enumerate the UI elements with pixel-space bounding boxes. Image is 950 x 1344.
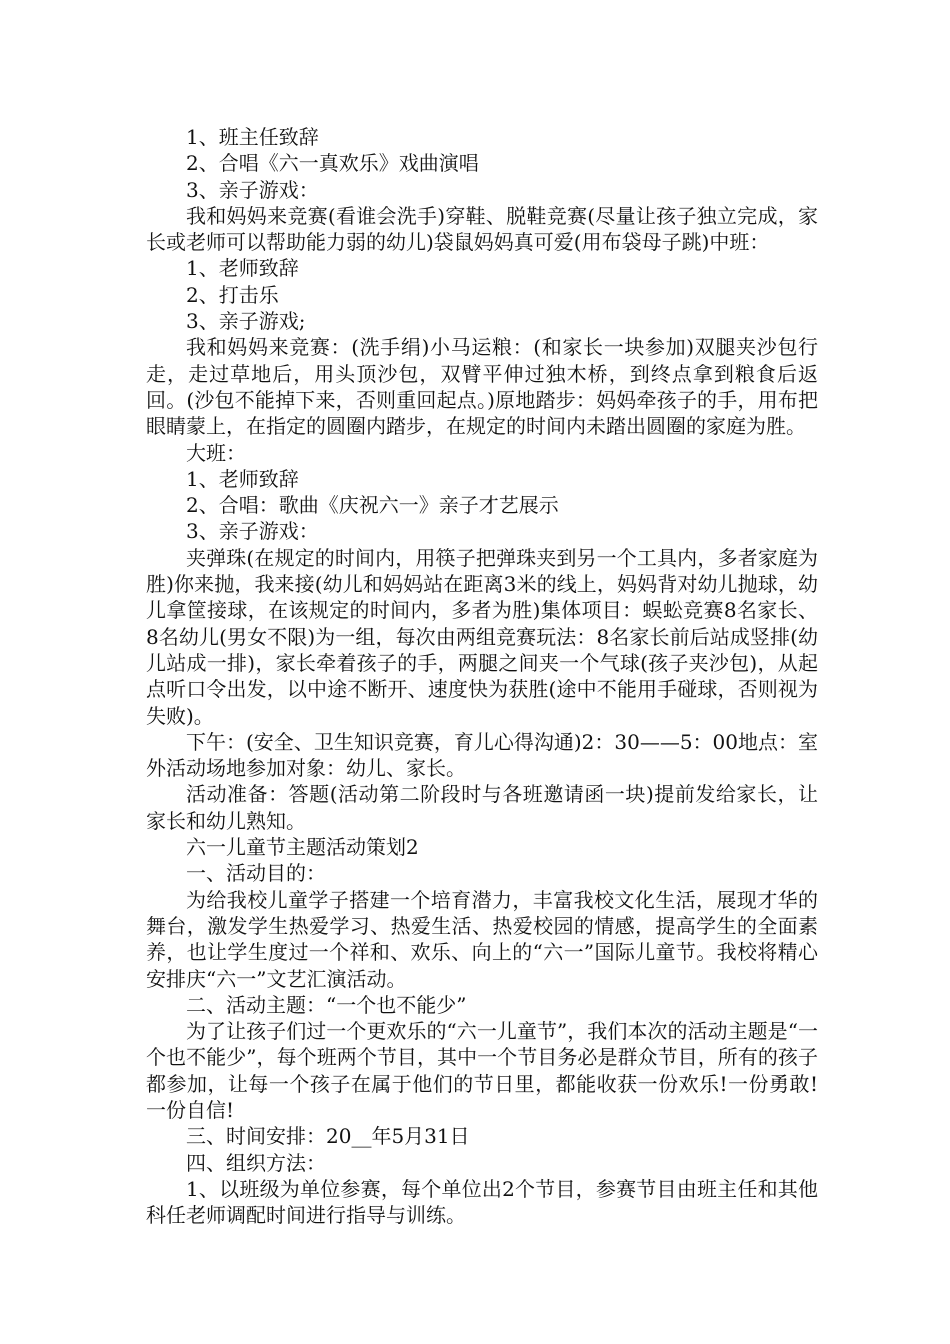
section-title: 六一儿童节主题活动策划2 [186, 835, 419, 860]
paragraph: 大班： [186, 440, 246, 465]
paragraph: 1、老师致辞 [186, 256, 299, 281]
section-heading: 四、组织方法： [186, 1150, 326, 1175]
paragraph: 1、老师致辞 [186, 466, 299, 491]
paragraph: 3、亲子游戏; [186, 309, 306, 334]
paragraph: 2、合唱《六一真欢乐》戏曲演唱 [186, 151, 479, 176]
paragraph: 下午：(安全、卫生知识竞赛，育儿心得沟通)2：30——5：00地点：室外活动场地参加对象：幼儿、家长。 [146, 729, 818, 781]
paragraph: 2、打击乐 [186, 282, 279, 307]
paragraph: 夹弹珠(在规定的时间内，用筷子把弹珠夹到另一个工具内，多者家庭为胜)你来抛，我来接(幼儿和妈妈站在距离3米的线上，妈妈背对幼儿抛球，幼儿拿筐接球，在该规定的时间内，多者为胜)集体项目：蜈蚣竞赛8名家长、8名幼儿(男女不限)为一组，每次由两组竞赛玩法：8名家长前后站成竖排(幼儿站成一排)，家长牵着孩子的手，两腿之间夹一个气球(孩子夹沙包)，从起点听口令出发，以中途不断开、速度快为获胜(途中不能用手碰球，否则视为失败)。 [146, 545, 818, 728]
section-heading: 三、时间安排：20__年5月31日 [186, 1124, 470, 1149]
section-heading: 二、活动主题：“一个也不能少” [186, 992, 467, 1017]
section-heading: 一、活动目的： [186, 861, 326, 886]
paragraph: 3、亲子游戏： [186, 519, 319, 544]
paragraph: 为给我校儿童学子搭建一个培育潜力，丰富我校文化生活，展现才华的舞台，激发学生热爱学习、热爱生活、热爱校园的情感，提高学生的全面素养，也让学生度过一个祥和、欢乐、向上的“六一”国际儿童节。我校将精心安排庆“六一”文艺汇演活动。 [146, 887, 818, 991]
paragraph: 1、以班级为单位参赛，每个单位出2个节目，参赛节目由班主任和其他科任老师调配时间进行指导与训练。 [146, 1176, 818, 1228]
paragraph: 2、合唱：歌曲《庆祝六一》亲子才艺展示 [186, 493, 559, 518]
paragraph: 1、班主任致辞 [186, 125, 319, 149]
paragraph: 我和妈妈来竞赛(看谁会洗手)穿鞋、脱鞋竞赛(尽量让孩子独立完成，家长或老师可以帮助能力弱的幼儿)袋鼠妈妈真可爱(用布袋母子跳)中班： [146, 203, 818, 255]
document-body [146, 124, 818, 1228]
paragraph: 活动准备：答题(活动第二阶段时与各班邀请函一块)提前发给家长，让家长和幼儿熟知。 [146, 782, 818, 833]
paragraph: 3、亲子游戏： [186, 177, 319, 202]
paragraph: 为了让孩子们过一个更欢乐的“六一儿童节”，我们本次的活动主题是“一个也不能少”，每个班两个节目，其中一个节目务必是群众节目，所有的孩子都参加，让每一个孩子在属于他们的节日里，都能收获一份欢乐!一份勇敢!一份自信! [146, 1019, 818, 1122]
paragraph: 我和妈妈来竞赛：(洗手绢)小马运粮：(和家长一块参加)双腿夹沙包行走，走过草地后，用头顶沙包，双臂平伸过独木桥，到终点拿到粮食后返回。(沙包不能掉下来，否则重回起点。)原地踏步：妈妈牵孩子的手，用布把眼睛蒙上，在指定的圆圈内踏步，在规定的时间内未踏出圆圈的家庭为胜。 [146, 335, 818, 439]
